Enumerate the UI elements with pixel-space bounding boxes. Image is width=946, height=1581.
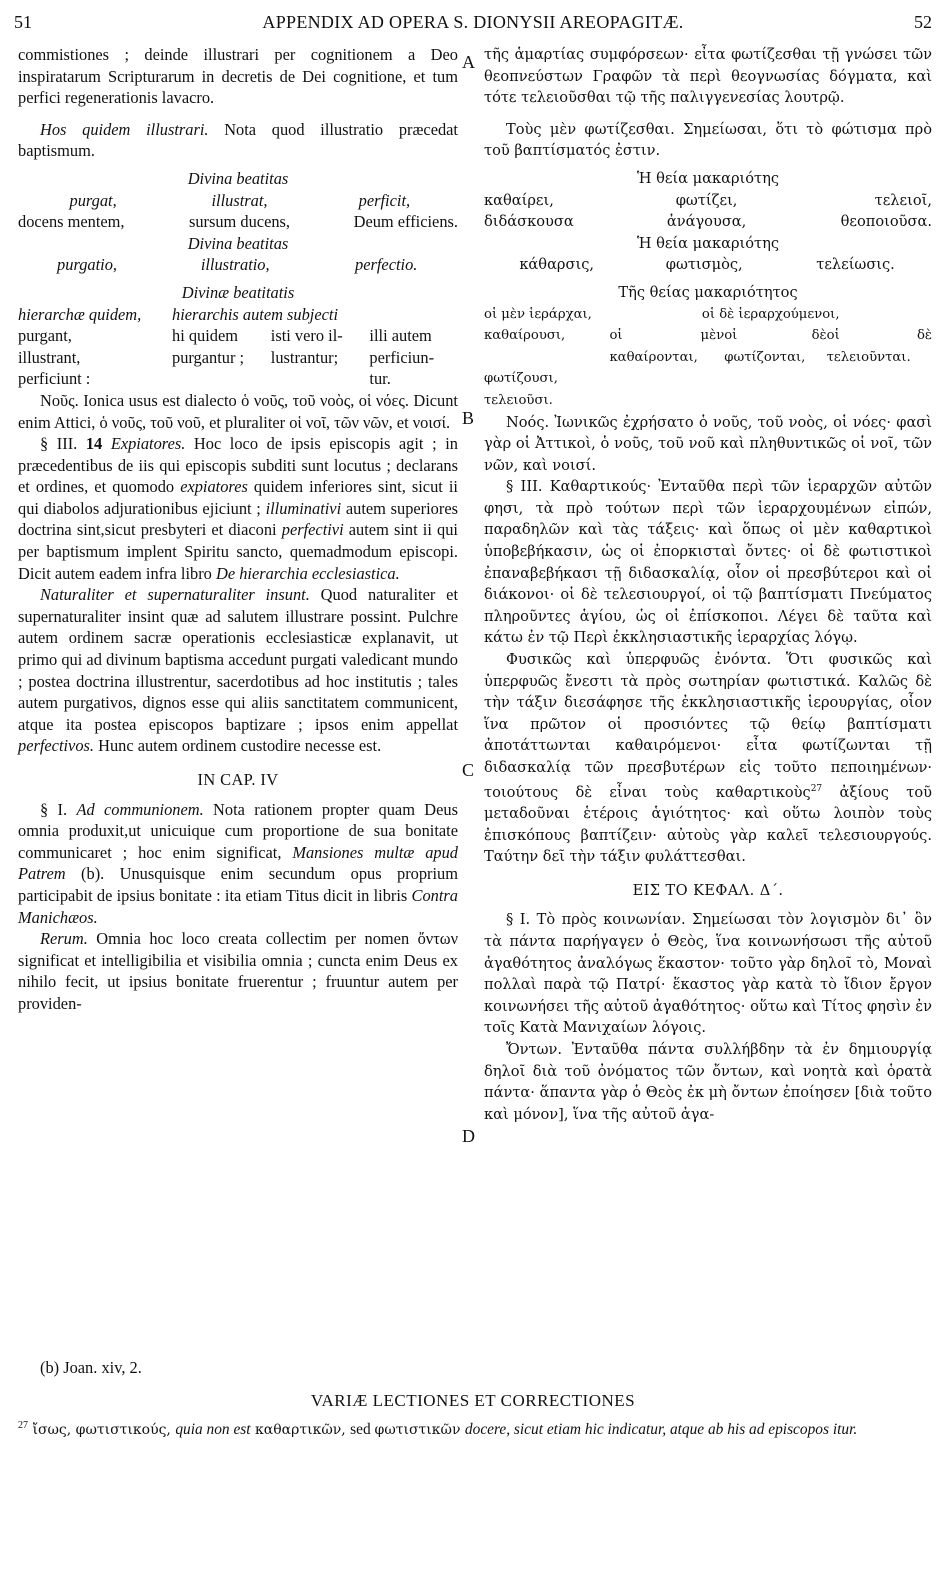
variae-note-number: 27 — [18, 1420, 28, 1431]
margin-letter-c: C — [462, 760, 475, 780]
latin-table-2: purgatio, illustratio, perfectio. — [57, 255, 418, 275]
greek-paragraph-6: § Ι. Τὸ πρὸς κοινωνίαν. Σημείωσαι τὸν λογισμὸν δι᾽ ὃν τὰ πάντα παρήγαγεν ὁ Θεὸς, ἵνα κοινωνήσωσι τῆς αὐτοῦ ἀγαθότητος ἀναλόγως ἕκαστον· τοῦτο γὰρ δηλοῖ τὸ, Μοναὶ πολλαὶ παρὰ τῷ Πατρί· ἕκαστος γὰρ κατὰ τὸ ἴδιον ἔργον κοινωνήσει τῆς αὐτοῦ ἀγαθότητος· οὕτω καὶ Τίτος φησὶν ἐν τοῖς Κατὰ Μανιχαίων λόγοις. — [484, 911, 932, 1037]
greek-chapter-heading: ΕΙΣ ΤΟ ΚΕΦΑΛ. Δ΄. — [632, 881, 784, 899]
latin-table-3-title: Divinæ beatitatis — [181, 282, 295, 302]
footnote-bible-reference: (b) Joan. xiv, 2. — [40, 1358, 142, 1377]
latin-table-2-title: Divina beatitas — [187, 233, 289, 253]
greek-paragraph-3: Νοός. Ἰωνικῶς ἐχρήσατο ὁ νοῦς, τοῦ νοὸς, οἱ νόες· φασὶ γὰρ οἱ Ἀττικοὶ, ὁ νοῦς, τοῦ νοῦ καὶ πληθυντικῶς οἱ νοῖ, τῶν νῶν, καὶ νοισί. — [484, 413, 932, 474]
latin-paragraph-6: § I. Ad communionem. Nota rationem propter quam Deus omnia produxit,ut unicuique cum proportione de sua bonitate communicaret ; hoc enim significat, Mansiones multæ apud Patrem (b). Unusquisque enim secundum opus proprium participabit de ipsius bonitate : ita etiam Titus dicit in libris Contra Manichæos. — [18, 799, 458, 927]
greek-table-3: οἱ μὲν ἱεράρχαι, οἱ δὲ ἱεραρχούμενοι, καθαίρουσι, οἱ μὲν καθαίρονται, οἱ δὲ φωτίζονται, οἱ δὲ τελειοῦνται. φωτίζουσι, τελειοῦσι. — [484, 306, 932, 408]
latin-chapter-heading: IN CAP. IV — [197, 770, 279, 789]
latin-table-3: hierarchæ quidem, hierarchis autem subjecti purgant, hi quidem isti vero il- illi autem illustrant, purgantur ; lustrantur; perficiun- perficiunt : tur. — [18, 304, 435, 389]
latin-paragraph-3: Νοῦς. Ionica usus est dialecto ὁ νοῦς, τοῦ νοὸς, οἱ νόες. Dicunt enim Attici, ὁ νοῦς, τοῦ νοῦ, et pluraliter οἱ νοῖ, τῶν νῶν, et νοισί. — [18, 390, 458, 432]
latin-paragraph-5: Naturaliter et supernaturaliter insunt. Quod naturaliter et supernaturaliter insint quæ ad salutem illustrare possint. Pulchre autem ordinem sacræ operationis ecclesiasticæ explanavit, ut primo qui ad divinum baptisma accedunt purgati valedicant mundo ; postea doctrina illustrentur, sacerdotibus ad hoc institutis ; tales autem purgativos, dignos esse qui aliis sanctitatem communicent, atque ita postea episcopos baptizare ; ipsos enim appellat perfectivos. Hunc autem ordinem custodire necesse est. — [18, 585, 458, 756]
variae-lectiones-note: $^{27}$ ἴσως, φωτιστικούς, quia non est καθαρτικῶν, sed φωτιστικῶν docere, sicut etiam hic indicatur, atque ab his ad episcopos itur. — [18, 1420, 858, 1439]
greek-column — [484, 44, 932, 1125]
greek-paragraph-1: τῆς ἁμαρτίας συμφόρσεων· εἶτα φωτίζεσθαι τῇ γνώσει τῶν θεοπνεύστων Γραφῶν τὰ περὶ θεογνωσίας δόγματα, καὶ τότε τελειοῦσθαι τῷ τῆς παλιγγενεσίας λουτρῷ. — [484, 46, 932, 107]
greek-table-3-title: Τῆς θείας μακαριότητος — [618, 283, 798, 301]
margin-letter-a: A — [462, 52, 475, 72]
latin-column — [18, 44, 458, 1015]
greek-table-1-title: Ἡ θεία μακαριότης — [636, 169, 780, 187]
latin-paragraph-1: commistiones ; deinde illustrari per cognitionem a Deo inspiratarum Scripturarum in decretis de Dei cognitione, et tum perfici regenerationis lavacro. — [18, 45, 458, 108]
latin-paragraph-4: § III. 14 Expiatores. Hoc loco de ipsis episcopis agit ; in præcedentibus de iis qui episcopis subditi sunt locutus ; declarans et ordines, et quomodo expiatores quidem inferiores sint, sicut ii qui diabolos adjurationibus ejiciunt ; illuminativi autem superiores doctrina sint,sicut presbyteri et diaconi perfectivi autem sint ii qui per baptismum implent Spiritu sancto, quemadmodum episcopi. Dicit autem eadem infra libro De hierarchia ecclesiastica. — [18, 434, 458, 583]
greek-table-2-title: Ἡ θεία μακαριότης — [636, 234, 780, 252]
greek-table-2: κάθαρσις, φωτισμὸς, τελείωσις. — [519, 256, 895, 274]
latin-table-1: purgat, illustrat, perficit, docens mentem, sursum ducens, Deum efficiens. — [18, 190, 458, 232]
page-number-left: 51 — [14, 12, 32, 32]
page-number-right: 52 — [914, 12, 932, 32]
footnote-ref-27: 27 — [810, 783, 823, 794]
latin-paragraph-7: Rerum. Omnia hoc loco creata collectim per nomen ὄντων significat et intelligibilia et visibilia omnia ; cuncta enim Deus ex nihilo fecit, ut ipsius bonitate fruerentur ; fruuntur autem per providen- — [18, 929, 458, 1013]
greek-paragraph-7: Ὄντων. Ἐνταῦθα πάντα συλλήβδην τὰ ἐν δημιουργίᾳ δηλοῖ διὰ τοῦ ὀνόματος τῶν ὄντων, καὶ νοητὰ καὶ ὁρατὰ πάντα· ἅπαντα γὰρ ὁ Θεὸς ἐκ μὴ ὄντων ἐποίησεν [διὰ τοῦτο καὶ μόνον], ἵνα τῆς αὐτοῦ ἀγα- — [484, 1040, 932, 1123]
margin-letter-b: B — [462, 408, 475, 428]
margin-letter-d: D — [462, 1126, 475, 1146]
variae-lectiones-title: VARIÆ LECTIONES ET CORRECTIONES — [310, 1391, 636, 1410]
greek-paragraph-4: § ΙΙΙ. Καθαρτικούς· Ἐνταῦθα περὶ τῶν ἱεραρχῶν αὐτῶν φησι, τὰ πρὸ τούτων περὶ τῶν ἱεραρχουμένων εἰπών, παραδηλῶν καὶ τὰς τάξεις· καὶ ὅπως οἱ μὲν καθαρτικοὶ ὑποβεβήκασιν, ὡς οἱ ἐπορκισταὶ ὄντες· οἱ δὲ φωτιστικοὶ ἐπαναβεβήκασι τῇ διδασκαλίᾳ, οἷον οἱ πρεσβύτεροι καὶ οἱ διάκονοι· οἱ δὲ τελεσιουργοί, οἱ τῷ βαπτίσματι Πνεύματος πληροῦντες ἁγίου, ὡς οἱ ἐπίσκοποι. Λέγει δὲ ταῦτα καὶ κάτω ἐν τῷ Περὶ ἐκκλησιαστικῆς ἱεραρχίας λόγῳ. — [484, 478, 932, 647]
greek-paragraph-5: Φυσικῶς καὶ ὑπερφυῶς ἐνόντα. Ὅτι φυσικῶς καὶ ὑπερφυῶς ἔνεστι τὰ πρὸς σωτηρίαν φωτιστικά. Καλῶς δὲ τὴν τάξιν διεσάφησε τῆς ἐκκλησιαστικῆς ἱερουργίας, οἷον ἵνα πρῶτον οἱ προσιόντες τῷ θείῳ βαπτίσματι ἀποτάττωνται καθαιρόμενοι· εἶτα φωτίζωνται τῇ διδασκαλίᾳ τῶν πρεσβυτέρων εἰς τοῦτο πεποιημένων· τοιούτους δὲ εἶναι τοὺς καθαρτικοὺς$^{27}$ ἀξίους τοῦ μεταδοῦναι ἑτέροις ἁγιότητος· καὶ οὕτω λοιπὸν τοὺς ἐπισκόπους βαπτίζειν· αὐτοὺς γὰρ καλεῖ τελεσιουργούς. Ταύτην δεῖ τὴν τάξιν φυλάττεσθαι. — [484, 651, 932, 866]
running-title: APPENDIX AD OPERA S. DIONYSII AREOPAGITÆ. — [262, 12, 684, 32]
latin-table-1-title: Divina beatitas — [187, 168, 289, 188]
greek-table-1: καθαίρει, φωτίζει, τελειοῖ, διδάσκουσα ἀνάγουσα, θεοποιοῦσα. — [484, 191, 932, 231]
page-header — [14, 10, 932, 36]
greek-paragraph-2: Τοὺς μὲν φωτίζεσθαι. Σημείωσαι, ὅτι τὸ φώτισμα πρὸ τοῦ βαπτίσματός ἐστιν. — [484, 120, 932, 160]
latin-paragraph-2: Hos quidem illustrari. Nota quod illustratio præcedat baptismum. — [18, 119, 458, 161]
